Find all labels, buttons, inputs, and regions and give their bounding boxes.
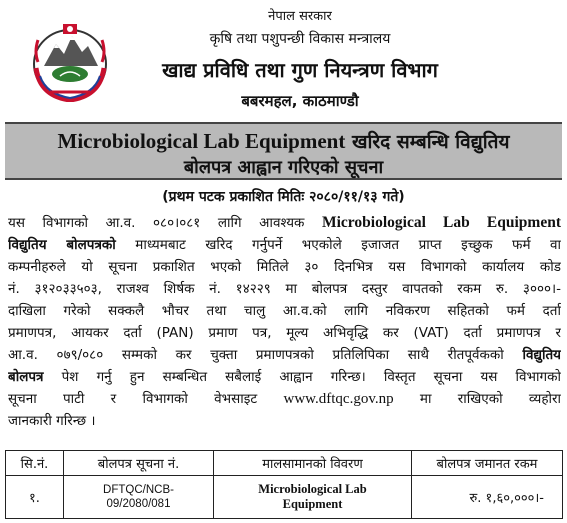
col-header-tender-no: बोलपत्र सूचना नं. [64,451,214,476]
table-header-row [6,451,563,476]
cell-description: Microbiological Lab Equipment [214,476,412,519]
notice-body [8,212,561,432]
body-line: बोलपत्र पेश गर्नु हुन सम्बन्धित सबैलाई आह्वान गरिन्छ। विस्तृत सूचना यस विभागको [8,369,561,385]
notice-title-en: Microbiological Lab Equipment [57,129,346,153]
office-address: बबरमहल, काठमाण्डौ [241,92,359,110]
published-date: (प्रथम पटक प्रकाशित मितिः २०८०/११/१३ गते) [162,189,405,205]
body-line: विद्युतिय बोलपत्रको माध्यमबाट खरिद गर्नुपर्ने भएकोले इजाजत प्राप्त इच्छुक फर्म वा [8,237,561,253]
cell-bid-security: रु. १,६०,०००।- [412,476,563,519]
notice-title [5,128,562,154]
notice-title-banner [5,122,562,180]
nepal-emblem-icon [30,18,110,102]
tender-table [5,450,563,519]
website-link[interactable]: www.dftqc.gov.np [283,391,394,407]
header [0,0,567,122]
body-line: जानकारी गरिन्छ । [8,413,96,429]
col-header-bid-security: बोलपत्र जमानत रकम [412,451,563,476]
notice-title-np: खरिद सम्बन्धि विद्युतिय [351,131,510,153]
cell-sn: १. [6,476,64,519]
table-row [6,476,563,519]
body-line: दाखिला गरेको सक्कलै भौचर तथा चालु आ.व.को लागि नविकरण सहितको फर्म दर्ता [8,303,561,319]
govt-name: नेपाल सरकार [268,9,332,24]
body-line: प्रमाणपत्र, आयकर दर्ता (PAN) प्रमाण पत्र, मूल्य अभिवृद्धि कर (VAT) दर्ता प्रमाणपत्र र [8,325,561,341]
body-line: आ.व. ०७९/०८० सम्मको कर चुक्ता प्रमाणपत्रको प्रतिलिपिका साथै रीतपूर्वकको विद्युतिय [8,347,561,363]
body-line: यस विभागको आ.व. ०८०।०८१ लागि आवश्यक Microbiological Lab Equipment [8,214,561,231]
col-header-description: मालसामानको विवरण [214,451,412,476]
ministry-name: कृषि तथा पशुपन्छी विकास मन्त्रालय [209,31,391,47]
notice-subtitle: बोलपत्र आह्वान गरिएको सूचना [183,157,384,178]
col-header-sn: सि.नं. [6,451,64,476]
body-line: कम्पनीहरुले यो सूचना प्रकाशित भएको मितिले ३० दिनभित्र यस विभागको कार्यालय कोड [8,259,561,275]
cell-tender-no: DFTQC/NCB- 09/2080/081 [64,476,214,519]
item-name-inline: Microbiological Lab Equipment [321,214,561,231]
body-line: सूचना पाटी र विभागको वेभसाइट www.dftqc.gov.np मा राखिएको व्यहोरा [8,391,561,407]
department-name: खाद्य प्रविधि तथा गुण नियन्त्रण विभाग [162,58,438,82]
body-line: नं. ३१२०३३५०३, राजश्व शिर्षक नं. १४२२९ मा बोलपत्र दस्तुर वापतको रकम रु. ३०००।- [8,281,561,297]
